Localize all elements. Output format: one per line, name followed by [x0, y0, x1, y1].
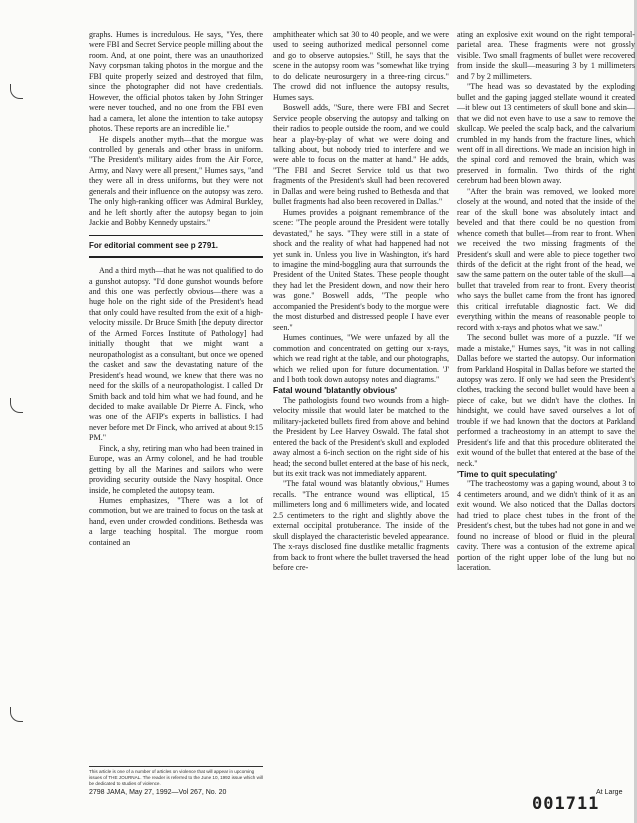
binder-hole-mark-middle [10, 398, 23, 413]
col2-paragraph: "The fatal wound was blatantly obvious," Humes recalls. "The entrance wound was elliptical, 15 millimeters long and 6 millimeters wide, and located 2.5 centimeters to the right and slightly above the external occipital protuberance. The inside of the skull displayed the characteristic beveled appearance. The x-rays disclosed fine dustlike metallic fragments from back to front where the bullet traversed the head before cre- [273, 479, 449, 573]
article-footnote: This article is one of a number of articles on violence that will appear in upcoming issues of THE JOURNAL. The reader is referred to the June 10, 1992 issue which will be dedicated to studies of violence. [89, 766, 263, 786]
col2-paragraph: Humes provides a poignant remembrance of the scene: "The people around the President were totally devastated," he says. "They were still in a state of shock and the reality of what had happened had not yet sunk in. Unless you live in Washington, it's hard to imagine the mind-boggling aura that surrounds the President of the United States. These people thought they had let the President down, and now their hero was gone." Boswell adds, "The people who accompanied the President's body to the morgue were the most disturbed and distressed people I have ever seen." [273, 207, 449, 332]
binder-hole-mark-top [10, 84, 23, 99]
col1-paragraph: graphs. Humes is incredulous. He says, "Yes, there were FBI and Secret Service people milling about the room. And, at one point, there was an unauthorized Navy corpsman taking photos in the morgue and the FBI quite properly seized and destroyed that film, since the photographer did not have credentials. However, the official photos taken by John Stringer were never touched, and no one from the FBI even had a camera, let alone the intention to take autopsy photos. These reports are an incredible lie." [89, 30, 263, 134]
column-3 [457, 30, 635, 574]
editorial-rule-bottom [89, 256, 263, 258]
col2-paragraph: Boswell adds, "Sure, there were FBI and Secret Service people observing the autopsy and talking on their radios to people outside the room, and we could hear a play-by-play of what we were doing and talking about, but nobody tried to interfere and we were able to focus on the matter at hand." He adds, "The FBI and Secret Service told us that two fragments of the President's skull had been recovered in Dallas and were being rushed to Bethesda and that bullet fragments had also been recovered in Dallas." [273, 103, 449, 207]
col2-paragraph: Humes continues, "We were unfazed by all the commotion and concentrated on getting our x-rays, which we read right at the table, and our photographs, which we relied upon for future documentation. 'J' and I both took down autopsy notes and diagrams." [273, 333, 449, 384]
col1-paragraph: He dispels another myth—that the morgue was controlled by generals and other brass in uniform. "The President's military aides from the Air Force, Army, and Navy were all present," Humes says, "and they were all in dress uniforms, but they were not generals and their influence on the autopsy was zero. The only high-ranking officer was Admiral Burkley, and he left shortly after the autopsy began to join Jackie and Bobby Kennedy upstairs." [89, 134, 263, 228]
col3-paragraph: ating an explosive exit wound on the right temporal-parietal area. These fragments were not grossly visible. Two small fragments of bullet were recovered from inside the skull—measuring 3 by 1 millimeters and 7 by 2 millimeters. [457, 30, 635, 81]
col2-paragraph: The pathologists found two wounds from a high-velocity missile that would later be matched to the military-jacketed bullets fired from above and behind the President by Lee Harvey Oswald. The fatal shot entered the back of the President's skull and exploded away almost a 6-inch section on the right side of his head; the second bullet entered at the base of his neck, but its exit track was not immediately apparent. [273, 395, 449, 479]
col3-paragraph: "The head was so devastated by the exploding bullet and the gaping jagged stellate wound it created—it blew out 13 centimeters of skull bone and skin—that we did not even have to use a saw to remove the skullcap. We peeled the scalp back, and the calvarium crumbled in my hands from the fracture lines, which went off in all directions. We made an incision high in the spinal cord and removed the brain, which was preserved in formalin. Two thirds of the right cerebrum had been blown away. [457, 82, 635, 186]
binder-hole-mark-bottom [10, 707, 23, 722]
page-footer-citation: 2798 JAMA, May 27, 1992—Vol 267, No. 20 [89, 789, 227, 796]
section-subhead-time-to-quit: 'Time to quit speculating' [457, 469, 558, 480]
col3-paragraph: The second bullet was more of a puzzle. "If we made a mistake," Humes says, "it was in not calling Dallas before we started the autopsy. Our information from Parkland Hospital in Dallas before we started the autopsy was zero. If only we had seen the President's clothes, tracking the second bullet would have been a piece of cake, but we didn't have the clothes. In hindsight, we could have saved ourselves a lot of trouble if we had known that the doctors at Parkland performed a tracheostomy in an attempt to save the President's life and that this procedure obliterated the exit wound of the bullet that entered at the base of the neck." [457, 333, 635, 468]
column-2 [273, 30, 449, 574]
col3-paragraph: "After the brain was removed, we looked more closely at the wound, and noted that the inside of the rear of the skull bone was absolutely intact and beveled and that there could be no question from whence cometh that bullet—from rear to front. When we received the two missing fragments of the President's skull and were able to piece together two thirds of the deficit at the right front of the head, we saw the same pattern on the outer table of the skull—a bullet that traveled from rear to front. Every theorist who says the bullet came from the front has ignored this critical irrefutable diagnostic fact. We did everything within the means of reasonable people to record with x-rays and photos what we saw." [457, 186, 635, 332]
editorial-comment-note: For editorial comment see p 2791. [89, 240, 218, 250]
col2-paragraph: amphitheater which sat 30 to 40 people, and we were used to seeing authorized medical personnel come and go to observe autopsies." Still, he says that the scene in the autopsy room was "somewhat like trying to do delicate neurosurgery in a three-ring circus." The crowd did not influence the autopsy results, Humes says. [273, 30, 449, 102]
col1-paragraph: Humes emphasizes, "There was a lot of commotion, but we are trained to focus on the task at hand, even under crowded conditions. Bethesda was a large teaching hospital. The morgue room contained an [89, 496, 263, 547]
section-subhead-fatal-wound: Fatal wound 'blatantly obvious' [273, 385, 398, 396]
page-footer-section: At Large [596, 789, 623, 796]
col3-paragraph: "The tracheostomy was a gaping wound, about 3 to 4 centimeters around, and we didn't think of it as an exit wound. We also noticed that the Dallas doctors had tried to place chest tubes in the front of the President's chest, but the tubes had not gone in and we found no increase of blood or fluid in the pleural cavity. There was a contusion of the extreme apical portion of the right upper lobe of the lung but no laceration. [457, 479, 635, 573]
editorial-rule-top [89, 235, 263, 236]
column-1 [89, 30, 263, 548]
col1-paragraph: And a third myth—that he was not qualified to do a gunshot autopsy. "I'd done gunshot wounds before and this one was perfectly obvious—there was a huge hole on the right side of the President's head that only could have resulted from the exit of a high-velocity missile. Dr Bruce Smith [the deputy director of the Armed Forces Institute of Pathology] had initially thought that we might want a neuropathologist as a consultant, but once we opened the casket and saw the devastating nature of the President's head wound, we knew that there was no need for the skills of a neuropathologist. I called Dr Smith back and told him what we had found, and he decided to make available Dr Pierre A. Finck, who was one of the AFIP's experts in ballistics. I had never before met Dr Finck, who arrived at about 9:15 PM." [89, 266, 263, 443]
bates-stamp-number: 001711 [532, 794, 600, 814]
col1-paragraph: Finck, a shy, retiring man who had been trained in Europe, was an Army colonel, and he had trouble getting by all the Marines and sailors who were providing security outside the Navy hospital. Once inside, he completed the autopsy team. [89, 443, 263, 495]
